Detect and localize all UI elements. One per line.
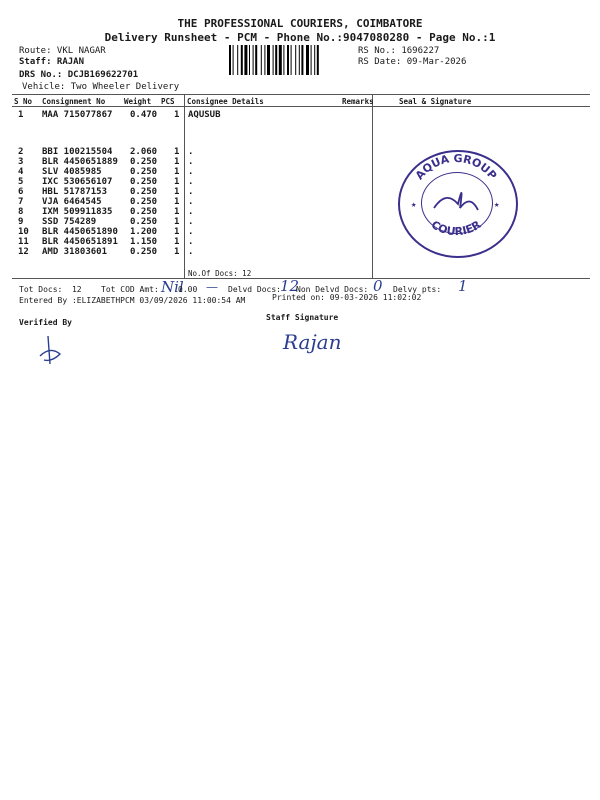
total-cod-value: 0.00 (178, 285, 198, 294)
no-of-docs: No.Of Docs: 12 (188, 269, 252, 278)
total-cod-handwritten: Nil (161, 278, 184, 296)
cell-wt: 0.250 (130, 167, 158, 177)
cell-details: . (188, 197, 194, 207)
cell-wt: 0.470 (130, 110, 158, 120)
verified-by-label: Verified By (19, 318, 72, 327)
vehicle-label: Vehicle: Two Wheeler Delivery (22, 82, 180, 92)
cell-sno: 9 (18, 217, 24, 227)
rs-number: RS No.: 1696227 (358, 46, 440, 56)
staff-label: Staff: RAJAN (19, 57, 85, 67)
cell-cons: BBI 100215504 (42, 147, 113, 157)
delivered-docs-label: Delvd Docs: (228, 285, 281, 294)
col-weight: Weight (124, 97, 152, 106)
runsheet-title: THE PROFESSIONAL COURIERS, COIMBATORE (177, 17, 423, 30)
seal-text-arc (398, 150, 514, 254)
seal-signature-scribble (434, 193, 478, 210)
cell-pcs: 1 (174, 217, 180, 227)
cell-cons: BLR 4450651891 (42, 237, 118, 247)
seal-top-text: AQUA GROUP (412, 151, 500, 183)
cell-wt: 0.250 (130, 207, 158, 217)
cell-wt: 0.250 (130, 177, 158, 187)
cell-cons: BLR 4450651889 (42, 157, 118, 167)
cell-wt: 1.200 (130, 227, 158, 237)
table-top-rule (12, 94, 590, 95)
cell-sno: 8 (18, 207, 24, 217)
col-pcs: PCS (161, 97, 175, 106)
col-consignee: Consignee Details (187, 97, 264, 106)
cell-cons: MAA 715077867 (42, 110, 113, 120)
seal-bottom-text: COURIER (428, 218, 484, 239)
cell-cons: BLR 4450651890 (42, 227, 118, 237)
cell-details: . (188, 207, 194, 217)
cell-details: . (188, 157, 194, 167)
cell-details: . (188, 237, 194, 247)
cell-details: . (188, 247, 194, 257)
cell-wt: 0.250 (130, 157, 158, 167)
cell-wt: 2.060 (130, 147, 158, 157)
col-seal-signature: Seal & Signature (399, 97, 472, 106)
cell-pcs: 1 (174, 207, 180, 217)
cell-pcs: 1 (174, 147, 180, 157)
total-docs: Tot Docs: 12 (19, 285, 82, 294)
cell-pcs: 1 (174, 237, 180, 247)
cell-details: . (188, 187, 194, 197)
non-delivered-docs-label: Non Delvd Docs: (296, 285, 369, 294)
cell-details: . (188, 177, 194, 187)
cell-sno: 1 (18, 110, 24, 120)
col-sno: S No (14, 97, 33, 106)
cell-pcs: 1 (174, 227, 180, 237)
cell-cons: SSD 754289 (42, 217, 97, 227)
cell-sno: 7 (18, 197, 24, 207)
svg-text:AQUA GROUP (413, 152, 499, 182)
seal-star-right-icon: ★ (494, 200, 500, 210)
cell-sno: 4 (18, 167, 24, 177)
runsheet-subtitle: Delivery Runsheet - PCM - Phone No.:9047080280 - Page No.:1 (104, 31, 496, 44)
cell-pcs: 1 (174, 197, 180, 207)
cell-wt: 0.250 (130, 187, 158, 197)
route-label: Route: VKL NAGAR (19, 46, 106, 56)
delivery-points-label: Delvy pts: (393, 285, 442, 294)
col-divider-remarks (372, 94, 373, 278)
cell-details: . (188, 217, 194, 227)
col-remarks: Remarks (342, 97, 374, 106)
delivery-points-handwritten: 1 (458, 277, 468, 295)
cell-pcs: 1 (174, 177, 180, 187)
delivered-docs-handwritten: 12 (280, 277, 300, 295)
cell-cons: SLV 4085985 (42, 167, 102, 177)
cell-sno: 12 (18, 247, 29, 257)
cell-pcs: 1 (174, 157, 180, 167)
cell-cons: VJA 6464545 (42, 197, 102, 207)
seal-star-left-icon: ★ (411, 200, 417, 210)
cell-pcs: 1 (174, 167, 180, 177)
cell-sno: 11 (18, 237, 29, 247)
cell-details: . (188, 227, 194, 237)
cell-cons: AMD 31803601 (42, 247, 108, 257)
cell-details: . (188, 167, 194, 177)
staff-signature-label: Staff Signature (266, 313, 339, 322)
cell-pcs: 1 (174, 110, 180, 120)
cell-sno: 10 (18, 227, 29, 237)
table-bottom-rule (12, 278, 590, 279)
cell-cons: HBL 51787153 (42, 187, 108, 197)
cell-wt: 0.250 (130, 197, 158, 207)
drs-number: DRS No.: DCJB169622701 (19, 70, 139, 80)
svg-text:COURIER (429, 218, 484, 239)
printed-on: Printed on: 09-03-2026 11:02:02 (272, 293, 422, 302)
col-consignment: Consignment No (42, 97, 106, 106)
barcode-icon (229, 45, 355, 75)
cell-pcs: 1 (174, 247, 180, 257)
cell-details: . (188, 147, 194, 157)
cell-cons: IXM 509911835 (42, 207, 113, 217)
non-delivered-docs-handwritten: 0 (373, 277, 383, 295)
total-cod-label: Tot COD Amt: (101, 285, 159, 294)
cell-sno: 5 (18, 177, 24, 187)
cell-wt: 0.250 (130, 217, 158, 227)
cell-sno: 3 (18, 157, 24, 167)
cell-wt: 1.150 (130, 237, 158, 247)
cell-pcs: 1 (174, 187, 180, 197)
cell-wt: 0.250 (130, 247, 158, 257)
table-header-rule (12, 106, 590, 107)
dash-mark: — (206, 280, 218, 294)
staff-handwritten-signature: Rajan (283, 330, 342, 354)
col-divider-details (184, 94, 185, 278)
cell-sno: 2 (18, 147, 24, 157)
verifier-signature-scribble (36, 334, 66, 368)
entered-by: Entered By :ELIZABETHPCM 03/09/2026 11:00:54 AM (19, 296, 246, 305)
rs-date: RS Date: 09-Mar-2026 (358, 57, 467, 67)
cell-details: AQUSUB (188, 110, 221, 120)
cell-cons: IXC 530656107 (42, 177, 113, 187)
cell-sno: 6 (18, 187, 24, 197)
